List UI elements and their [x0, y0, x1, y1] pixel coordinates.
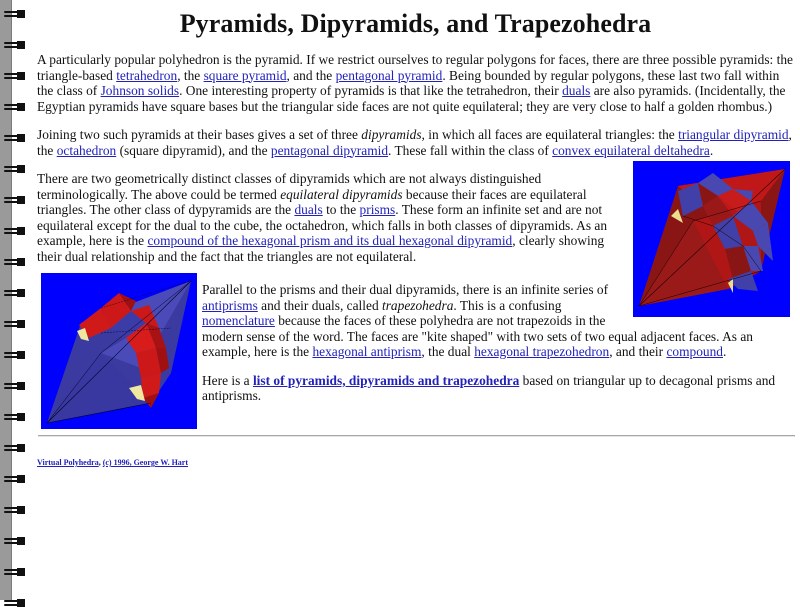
link-octahedron[interactable]: octahedron	[56, 142, 117, 158]
text: Joining two such pyramids at their bases gives a set of three	[37, 127, 362, 142]
footer	[37, 458, 794, 468]
binding-ring-icon	[4, 568, 25, 576]
link-list-of-pyramids[interactable]: list of pyramids, dipyramids and trapezohedra	[252, 372, 520, 388]
text: and their duals, called	[257, 297, 382, 313]
binding-ring-icon	[4, 351, 25, 359]
text: . Being bounded by regular polygons, these last two fall within the class of	[37, 67, 780, 98]
binding-ring-icon	[4, 134, 25, 142]
link-copyright-george-hart[interactable]: (c) 1996, George W. Hart	[102, 458, 189, 467]
text: based on triangular up to decagonal prisms and antiprisms.	[202, 372, 776, 403]
binding-ring-icon	[4, 475, 25, 483]
binding-ring-icon	[4, 41, 25, 49]
text: , and their	[609, 344, 667, 359]
paragraph-pyramids	[37, 52, 794, 114]
link-convex-equilateral-deltahedra[interactable]: convex equilateral deltahedra	[552, 142, 710, 158]
binding-ring-icon	[4, 165, 25, 173]
binding-ring-icon	[4, 227, 25, 235]
binding-ring-icon	[4, 537, 25, 545]
text: . This is a confusing	[453, 297, 562, 313]
text: .	[722, 344, 727, 359]
text: A particularly popular polyhedron is the pyramid. If we restrict ourselves to regular polygons for faces, there are three possible pyramids: the triangle-based	[37, 52, 793, 83]
footer-separator: ,	[98, 458, 103, 467]
link-duals[interactable]: duals	[562, 83, 591, 98]
link-pentagonal-dipyramid[interactable]: pentagonal dipyramid	[270, 142, 389, 158]
link-antiprisms[interactable]: antiprisms	[202, 297, 258, 313]
link-hexagonal-antiprism[interactable]: hexagonal antiprism	[312, 344, 422, 359]
polyhedron-compound-blue	[41, 273, 197, 429]
text: are also pyramids. (Incidentally, the Egyptian pyramids have square bases but the triangular side faces are not quite equilateral; they are very close to half a golden rhombus.)	[37, 83, 786, 114]
text: . One interesting property of pyramids is that like the tetrahedron, their	[179, 83, 563, 98]
horizontal-rule	[38, 435, 795, 437]
text: Parallel to the prisms and their dual dipyramids, there is an infinite series of	[202, 282, 609, 297]
text: in which all faces are equilateral triangles: the	[424, 127, 679, 142]
binding-ring-icon	[4, 103, 25, 111]
link-pentagonal-pyramid[interactable]: pentagonal pyramid	[335, 67, 443, 83]
link-duals[interactable]: duals	[294, 202, 323, 217]
binding-ring-icon	[4, 72, 25, 80]
emphasis-dipyramids: dipyramids,	[361, 127, 425, 142]
text: , the	[177, 67, 204, 83]
text: There are two geometrically distinct classes of dipyramids which are not always distinguished terminologically. The above could be termed	[37, 171, 542, 202]
page-content	[37, 0, 794, 468]
link-virtual-polyhedra[interactable]: Virtual Polyhedra	[37, 458, 99, 467]
text: .	[709, 142, 714, 158]
binding-ring-icon	[4, 506, 25, 514]
link-johnson-solids[interactable]: Johnson solids	[100, 83, 180, 98]
binding-ring-icon	[4, 444, 25, 452]
text: (square dipyramid), and the	[116, 142, 271, 158]
text: because the faces of these polyhedra are not trapezoids in the modern sense of the word. The faces are "kite shaped" with two sets of two equal adjacent faces. As an example, here is the	[202, 313, 753, 359]
link-triangular-dipyramid[interactable]: triangular dipyramid	[678, 127, 789, 142]
link-prisms[interactable]: prisms	[359, 202, 396, 217]
link-tetrahedron[interactable]: tetrahedron	[116, 67, 178, 83]
emphasis-equilateral-dipyramids: equilateral dipyramids	[280, 186, 403, 202]
text: , the dual	[421, 344, 475, 359]
binding-ring-icon	[4, 382, 25, 390]
text: , the	[37, 127, 792, 158]
emphasis-trapezohedra: trapezohedra	[382, 297, 454, 313]
binding-ring-icon	[4, 258, 25, 266]
text: . These form an infinite set and are not equilateral except for the dual to the cube, the octahedron, which falls in both classes of dipyramids. As an example, here is the	[37, 202, 608, 248]
text: because their faces are equilateral triangles. The other class of dypyramids are the	[37, 186, 587, 217]
link-compound[interactable]: compound	[666, 344, 723, 359]
link-nomenclature[interactable]: nomenclature	[202, 313, 275, 328]
text: . These fall within the class of	[388, 142, 553, 158]
polyhedron-compound-red	[633, 161, 790, 317]
link-compound-hexagonal-prism[interactable]: compound of the hexagonal prism and its dual hexagonal dipyramid	[147, 233, 513, 248]
link-square-pyramid[interactable]: square pyramid	[203, 67, 287, 83]
text: , and the	[286, 67, 336, 83]
text: to the	[322, 202, 360, 217]
text: , clearly showing their dual relationship and the fact that the triangles are not equilateral.	[37, 233, 605, 264]
image-hexagonal-prism-dipyramid-compound[interactable]	[633, 161, 790, 317]
binding-ring-icon	[4, 320, 25, 328]
paragraph-dipyramids	[37, 127, 794, 158]
binding-ring-icon	[4, 599, 25, 607]
binding-ring-icon	[4, 196, 25, 204]
binding-ring-icon	[4, 10, 25, 18]
binding-ring-icon	[4, 413, 25, 421]
link-hexagonal-trapezohedron[interactable]: hexagonal trapezohedron	[474, 344, 610, 359]
page-title: Pyramids, Dipyramids, and Trapezohedra	[179, 9, 652, 38]
binding-ring-icon	[4, 289, 25, 297]
text: Here is a	[202, 372, 253, 388]
image-hexagonal-antiprism-trapezohedron-compound[interactable]	[41, 273, 197, 429]
